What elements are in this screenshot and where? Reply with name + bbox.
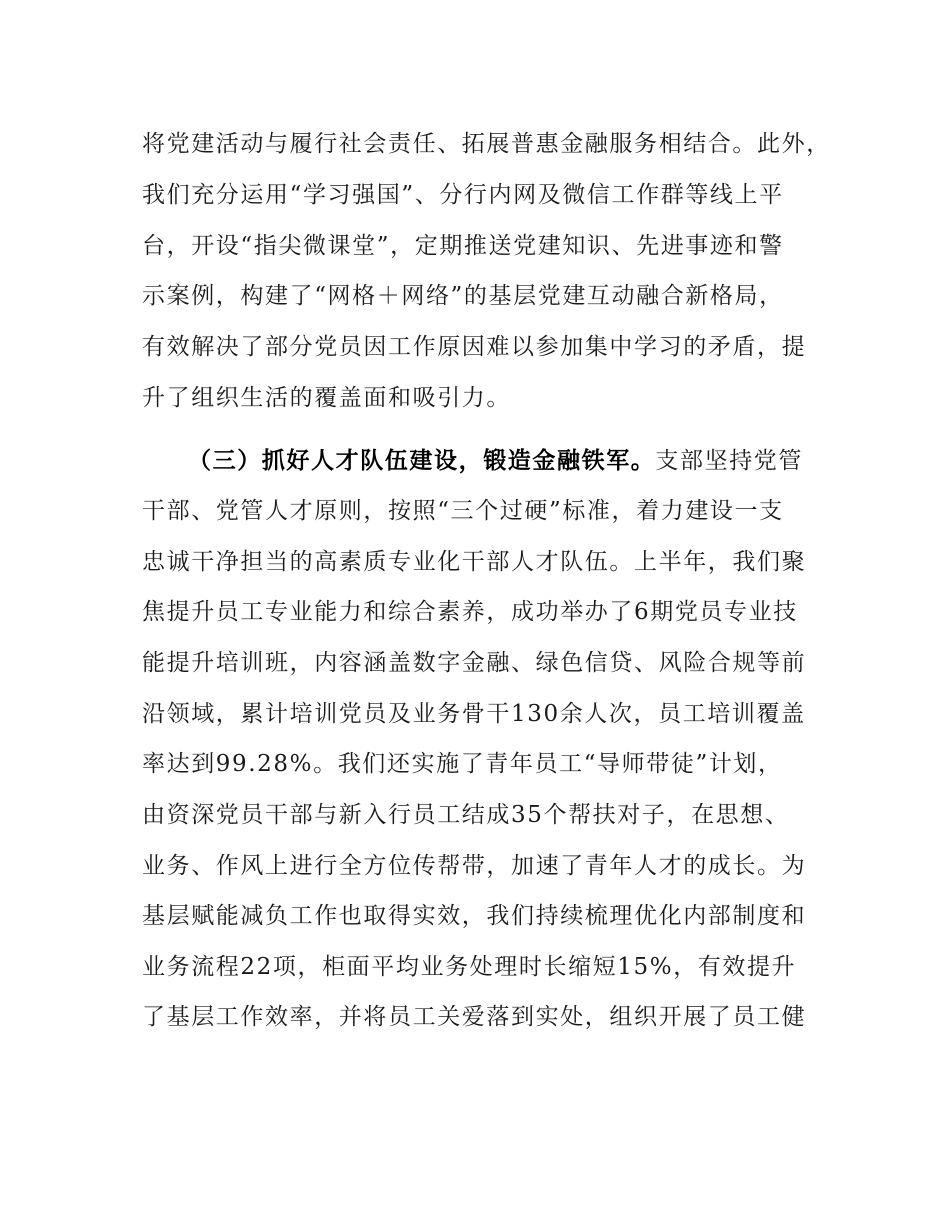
text-line: 忠诚干净担当的高素质专业化干部人才队伍。上半年，我们聚 xyxy=(142,549,807,575)
text-line: 干部、党管人才原则，按照“三个过硬”标准，着力建设一支 xyxy=(142,498,784,524)
text-line: 沿领域，累计培训党员及业务骨干130余人次，员工培训覆盖 xyxy=(142,701,806,727)
text-line: 台，开设“指尖微课堂”，定期推送党建知识、先进事迹和警 xyxy=(142,233,784,259)
text-line: 了基层工作效率，并将员工关爱落到实处，组织开展了员工健 xyxy=(142,1004,807,1030)
text-line: 我们充分运用“学习强国”、分行内网及微信工作群等线上平 xyxy=(142,182,784,208)
text-line: 能提升培训班，内容涵盖数字金融、绿色信贷、风险合规等前 xyxy=(142,650,807,676)
text-line: 业务、作风上进行全方位传帮带，加速了青年人才的成长。为 xyxy=(142,853,807,879)
text-line: 率达到99.28%。我们还实施了青年员工“导师带徒”计划， xyxy=(142,751,783,777)
section-heading: （三）抓好人才队伍建设，锻造金融铁军。 xyxy=(188,448,656,474)
text-line: 基层赋能减负工作也取得实效，我们持续梳理优化内部制度和 xyxy=(142,903,807,929)
text-line: 将党建活动与履行社会责任、拓展普惠金融服务相结合。此外， xyxy=(142,131,831,157)
text-line: 有效解决了部分党员因工作原因难以参加集中学习的矛盾，提 xyxy=(142,334,807,360)
section-heading-line xyxy=(188,441,828,481)
text-line: 由资深党员干部与新入行员工结成35个帮扶对子，在思想、 xyxy=(142,802,790,828)
heading-line-text: 支部坚持党管 xyxy=(655,448,804,474)
text-line: 焦提升员工专业能力和综合素养，成功举办了6期党员专业技 xyxy=(142,599,798,625)
text-line: 升了组织生活的覆盖面和吸引力。 xyxy=(142,385,511,411)
text-line: 示案例，构建了“网格＋网络”的基层党建互动融合新格局， xyxy=(142,283,784,309)
text-line: 业务流程22项，柜面平均业务处理时长缩短15%，有效提升 xyxy=(142,954,797,980)
